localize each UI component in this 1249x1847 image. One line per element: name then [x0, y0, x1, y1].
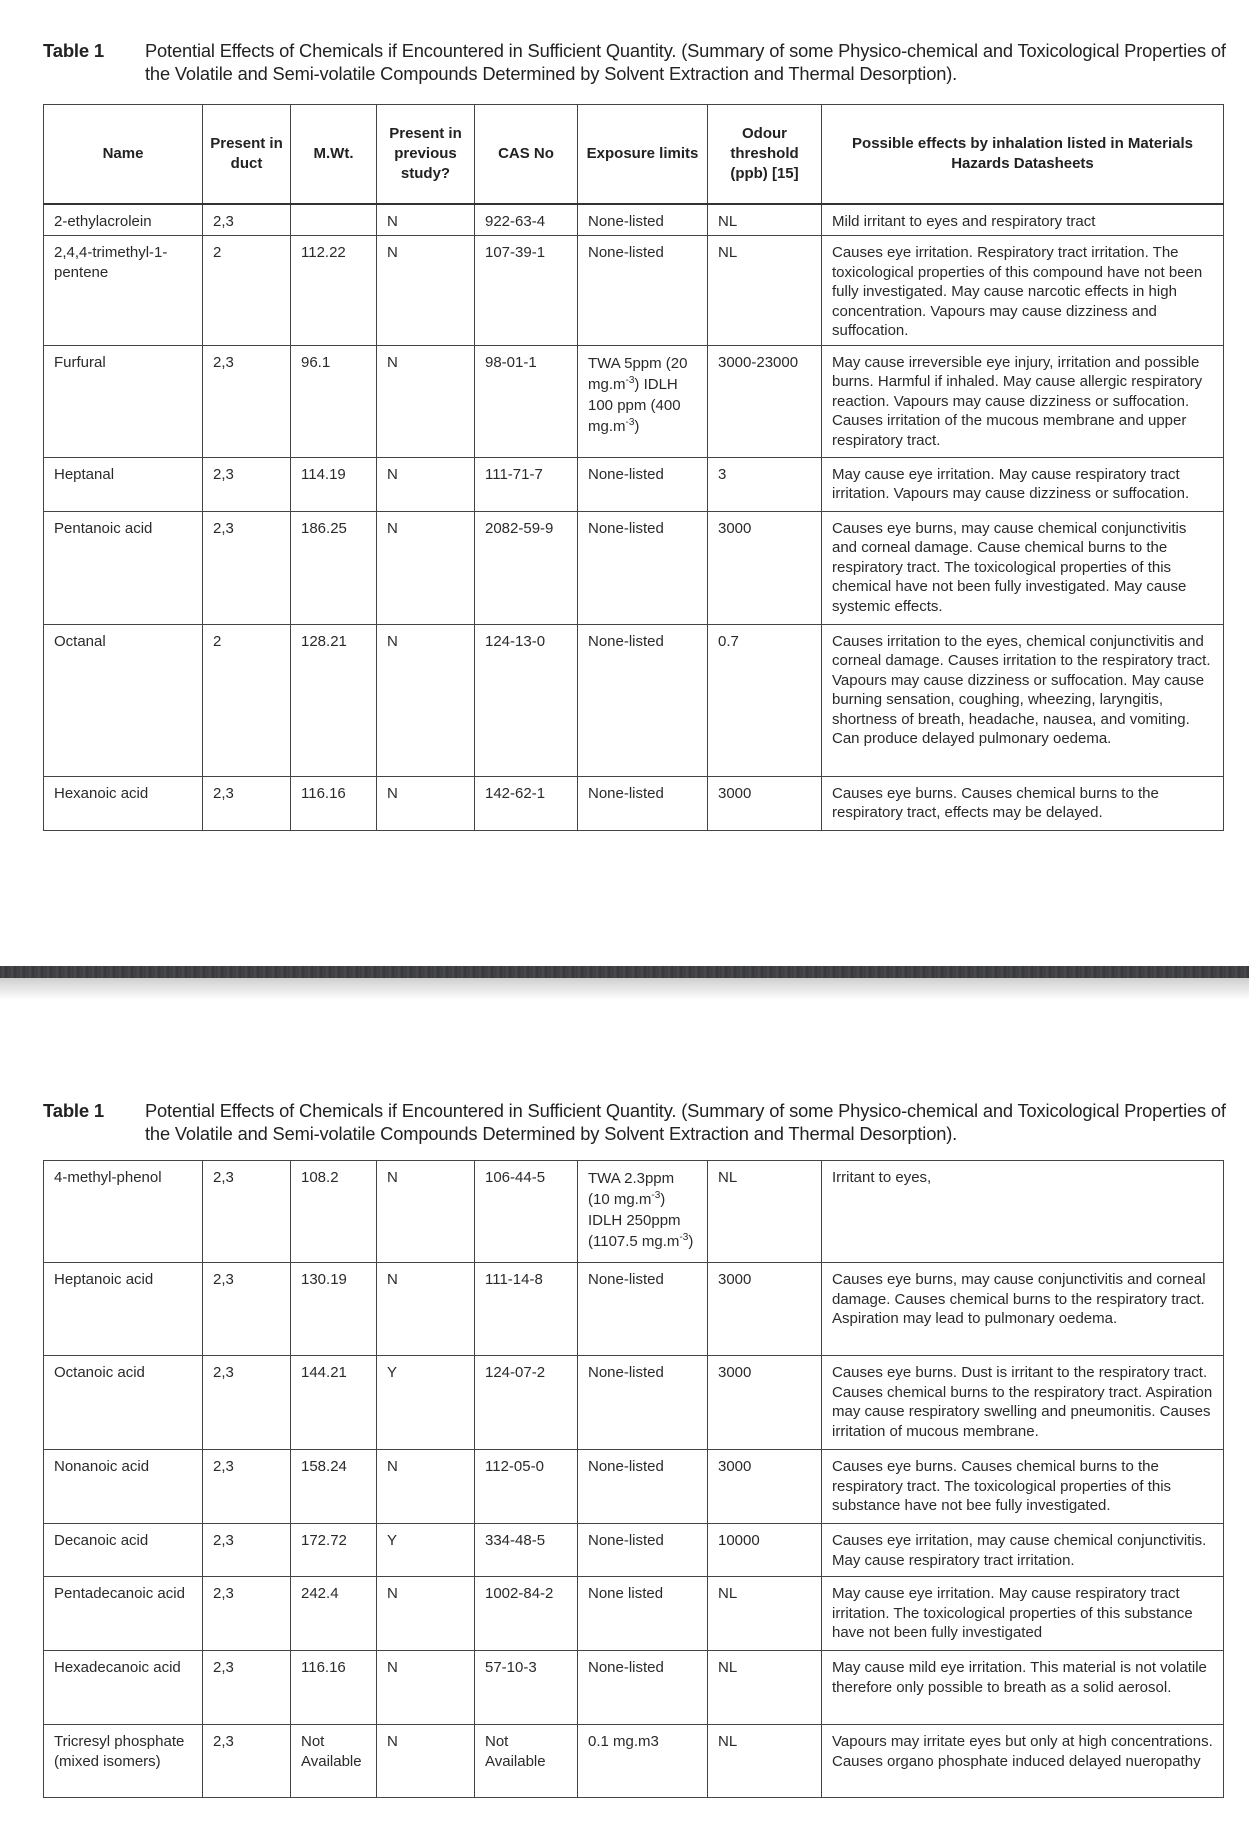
cell-effects: Causes eye irritation. Respiratory tract irritation. The toxicological properties of this compound have not been fully investigated. May cause narcotic effects in high concentration. Vapours may cause dizziness and suffocation.: [822, 236, 1224, 346]
col-header-mwt: M.Wt.: [291, 105, 377, 204]
cell-odour: 3000-23000: [708, 345, 822, 457]
cell-effects: Causes eye burns, may cause chemical conjunctivitis and corneal damage. Cause chemical burns to the respiratory tract. The toxicological properties of this chemical have not been fully investigated. May cause systemic effects.: [822, 511, 1224, 624]
cell-cas: 112-05-0: [475, 1450, 578, 1524]
cell-duct: 2,3: [203, 511, 291, 624]
col-header-name: Name: [44, 105, 203, 204]
chemicals-table-part-1: [43, 104, 1224, 831]
cell-odour: NL: [708, 1577, 822, 1651]
cell-prev: Y: [377, 1524, 475, 1577]
cell-cas: 124-13-0: [475, 624, 578, 776]
cell-prev: N: [377, 236, 475, 346]
cell-mwt: 186.25: [291, 511, 377, 624]
cell-prev: N: [377, 776, 475, 830]
cell-effects: Causes eye burns. Causes chemical burns to the respiratory tract. The toxicological properties of this substance have not bee fully investigated.: [822, 1450, 1224, 1524]
cell-name: 4-methyl-phenol: [44, 1161, 203, 1263]
cell-prev: N: [377, 204, 475, 236]
table-caption-text: Potential Effects of Chemicals if Encountered in Sufficient Quantity. (Summary of some Physico-chemical and Toxicological Properties of the Volatile and Semi-volatile Compounds Determined by Solvent Extraction and Thermal Desorption).: [145, 40, 1226, 84]
chemicals-table-part-2: [43, 1160, 1224, 1798]
cell-effects: Irritant to eyes,: [822, 1161, 1224, 1263]
cell-exposure: None-listed: [578, 1651, 708, 1725]
cell-effects: Causes irritation to the eyes, chemical conjunctivitis and corneal damage. Causes irritation to the respiratory tract. Vapours may cause dizziness or suffocation. May cause burning sensation, coughing, wheezing, laryngitis, shortness of breath, headache, nausea, and vomiting. Can produce delayed pulmonary oedema.: [822, 624, 1224, 776]
cell-duct: 2,3: [203, 1577, 291, 1651]
table-row: [44, 511, 1224, 624]
table-caption: [43, 1099, 1228, 1145]
cell-name: Pentanoic acid: [44, 511, 203, 624]
cell-exposure: TWA 2.3ppm (10 $mg.m^{-3}$) IDLH 250ppm (1107.5 $mg.m^{-3}$): [578, 1161, 708, 1263]
cell-exposure: None-listed: [578, 776, 708, 830]
table-row: [44, 204, 1224, 236]
cell-name: Pentadecanoic acid: [44, 1577, 203, 1651]
table-row: [44, 457, 1224, 511]
cell-effects: Vapours may irritate eyes but only at high concentrations. Causes organo phosphate induced delayed nueropathy: [822, 1725, 1224, 1798]
cell-cas: 334-48-5: [475, 1524, 578, 1577]
table-caption-text: Potential Effects of Chemicals if Encountered in Sufficient Quantity. (Summary of some Physico-chemical and Toxicological Properties of the Volatile and Semi-volatile Compounds Determined by Solvent Extraction and Thermal Desorption).: [145, 1100, 1226, 1144]
cell-prev: N: [377, 457, 475, 511]
cell-duct: 2,3: [203, 776, 291, 830]
cell-exposure: TWA 5ppm (20 $mg.m^{-3}$) IDLH 100 ppm (400 $mg.m^{-3}$): [578, 345, 708, 457]
cell-prev: N: [377, 1725, 475, 1798]
cell-effects: May cause eye irritation. May cause respiratory tract irritation. The toxicological properties of this substance have not been fully investigated: [822, 1577, 1224, 1651]
cell-mwt: 130.19: [291, 1263, 377, 1356]
cell-cas: 107-39-1: [475, 236, 578, 346]
cell-effects: Causes eye burns. Dust is irritant to the respiratory tract. Causes chemical burns to the respiratory tract. Aspiration may cause respiratory swelling and pneumonitis. Causes irritation of mucous membrane.: [822, 1356, 1224, 1450]
cell-name: Furfural: [44, 345, 203, 457]
col-header-cas: CAS No: [475, 105, 578, 204]
page-2: [0, 1000, 1249, 1847]
col-header-effects: Possible effects by inhalation listed in Materials Hazards Datasheets: [822, 105, 1224, 204]
cell-prev: N: [377, 511, 475, 624]
cell-name: Decanoic acid: [44, 1524, 203, 1577]
cell-prev: Y: [377, 1356, 475, 1450]
cell-name: Octanal: [44, 624, 203, 776]
table-label: Table 1: [43, 1100, 104, 1121]
cell-cas: 142-62-1: [475, 776, 578, 830]
cell-odour: 3000: [708, 1356, 822, 1450]
cell-duct: 2,3: [203, 1263, 291, 1356]
cell-exposure: None-listed: [578, 1263, 708, 1356]
cell-duct: 2: [203, 624, 291, 776]
cell-prev: N: [377, 624, 475, 776]
table-row: [44, 345, 1224, 457]
cell-name: 2-ethylacrolein: [44, 204, 203, 236]
cell-odour: NL: [708, 1161, 822, 1263]
cell-exposure: None-listed: [578, 1450, 708, 1524]
cell-mwt: 114.19: [291, 457, 377, 511]
cell-cas: 124-07-2: [475, 1356, 578, 1450]
cell-exposure: None-listed: [578, 457, 708, 511]
cell-exposure: None-listed: [578, 624, 708, 776]
cell-duct: 2,3: [203, 1651, 291, 1725]
cell-effects: Causes eye burns, may cause conjunctivitis and corneal damage. Causes chemical burns to the respiratory tract. Aspiration may lead to pulmonary oedema.: [822, 1263, 1224, 1356]
cell-duct: 2,3: [203, 1524, 291, 1577]
cell-duct: 2,3: [203, 345, 291, 457]
cell-mwt: 144.21: [291, 1356, 377, 1450]
cell-effects: Mild irritant to eyes and respiratory tract: [822, 204, 1224, 236]
cell-name: 2,4,4-trimethyl-1-pentene: [44, 236, 203, 346]
cell-mwt: [291, 204, 377, 236]
cell-odour: 3000: [708, 1263, 822, 1356]
cell-effects: May cause eye irritation. May cause respiratory tract irritation. Vapours may cause dizziness or suffocation.: [822, 457, 1224, 511]
table-row: [44, 624, 1224, 776]
cell-duct: 2,3: [203, 1450, 291, 1524]
cell-cas: 111-14-8: [475, 1263, 578, 1356]
cell-cas: 1002-84-2: [475, 1577, 578, 1651]
cell-prev: N: [377, 345, 475, 457]
cell-odour: 3000: [708, 1450, 822, 1524]
cell-mwt: 172.72: [291, 1524, 377, 1577]
cell-odour: 3: [708, 457, 822, 511]
cell-name: Hexanoic acid: [44, 776, 203, 830]
col-header-present-in-duct: Present in duct: [203, 105, 291, 204]
table-row: [44, 1725, 1224, 1798]
table-caption: [43, 39, 1228, 85]
cell-effects: May cause irreversible eye injury, irritation and possible burns. Harmful if inhaled. May cause allergic respiratory reaction. Vapours may cause dizziness or suffocation. Causes irritation of the mucous membrane and upper respiratory tract.: [822, 345, 1224, 457]
cell-mwt: 158.24: [291, 1450, 377, 1524]
cell-cas: 111-71-7: [475, 457, 578, 511]
cell-exposure: None-listed: [578, 1356, 708, 1450]
cell-name: Hexadecanoic acid: [44, 1651, 203, 1725]
cell-exposure: None listed: [578, 1577, 708, 1651]
cell-exposure: None-listed: [578, 511, 708, 624]
cell-name: Octanoic acid: [44, 1356, 203, 1450]
cell-cas: 922-63-4: [475, 204, 578, 236]
cell-mwt: 112.22: [291, 236, 377, 346]
cell-prev: N: [377, 1577, 475, 1651]
table-row: [44, 1263, 1224, 1356]
table-row: [44, 1450, 1224, 1524]
cell-odour: 10000: [708, 1524, 822, 1577]
cell-cas: Not Available: [475, 1725, 578, 1798]
cell-prev: N: [377, 1263, 475, 1356]
cell-name: Tricresyl phosphate (mixed isomers): [44, 1725, 203, 1798]
cell-duct: 2,3: [203, 457, 291, 511]
cell-exposure: None-listed: [578, 204, 708, 236]
cell-odour: 3000: [708, 511, 822, 624]
cell-odour: NL: [708, 204, 822, 236]
cell-cas: 57-10-3: [475, 1651, 578, 1725]
cell-cas: 98-01-1: [475, 345, 578, 457]
cell-prev: N: [377, 1450, 475, 1524]
cell-mwt: 96.1: [291, 345, 377, 457]
cell-effects: May cause mild eye irritation. This material is not volatile therefore only possible to breath as a solid aerosol.: [822, 1651, 1224, 1725]
cell-exposure: 0.1 mg.m3: [578, 1725, 708, 1798]
cell-duct: 2,3: [203, 204, 291, 236]
cell-exposure: None-listed: [578, 236, 708, 346]
table-label: Table 1: [43, 40, 104, 61]
cell-odour: NL: [708, 1651, 822, 1725]
cell-prev: N: [377, 1161, 475, 1263]
table-row: [44, 776, 1224, 830]
cell-duct: 2: [203, 236, 291, 346]
cell-mwt: 116.16: [291, 776, 377, 830]
cell-odour: 0.7: [708, 624, 822, 776]
col-header-odour: Odour threshold (ppb) [15]: [708, 105, 822, 204]
cell-effects: Causes eye burns. Causes chemical burns to the respiratory tract, effects may be delayed.: [822, 776, 1224, 830]
table-row: [44, 236, 1224, 346]
cell-effects: Causes eye irritation, may cause chemical conjunctivitis. May cause respiratory tract irritation.: [822, 1524, 1224, 1577]
cell-duct: 2,3: [203, 1725, 291, 1798]
table-row: [44, 1577, 1224, 1651]
cell-name: Heptanoic acid: [44, 1263, 203, 1356]
table-row: [44, 1161, 1224, 1263]
cell-duct: 2,3: [203, 1161, 291, 1263]
cell-odour: NL: [708, 1725, 822, 1798]
cell-cas: 2082-59-9: [475, 511, 578, 624]
cell-name: Heptanal: [44, 457, 203, 511]
cell-prev: N: [377, 1651, 475, 1725]
col-header-exposure: Exposure limits: [578, 105, 708, 204]
cell-exposure: None-listed: [578, 1524, 708, 1577]
cell-mwt: 128.21: [291, 624, 377, 776]
cell-cas: 106-44-5: [475, 1161, 578, 1263]
table-header-row: [44, 105, 1224, 204]
cell-odour: NL: [708, 236, 822, 346]
cell-odour: 3000: [708, 776, 822, 830]
table-row: [44, 1651, 1224, 1725]
cell-mwt: Not Available: [291, 1725, 377, 1798]
cell-name: Nonanoic acid: [44, 1450, 203, 1524]
cell-mwt: 116.16: [291, 1651, 377, 1725]
page-divider-shadow: [0, 978, 1249, 1000]
table-row: [44, 1356, 1224, 1450]
cell-mwt: 242.4: [291, 1577, 377, 1651]
cell-mwt: 108.2: [291, 1161, 377, 1263]
cell-duct: 2,3: [203, 1356, 291, 1450]
table-row: [44, 1524, 1224, 1577]
page-divider: [0, 966, 1249, 978]
col-header-present-previous: Present in previous study?: [377, 105, 475, 204]
